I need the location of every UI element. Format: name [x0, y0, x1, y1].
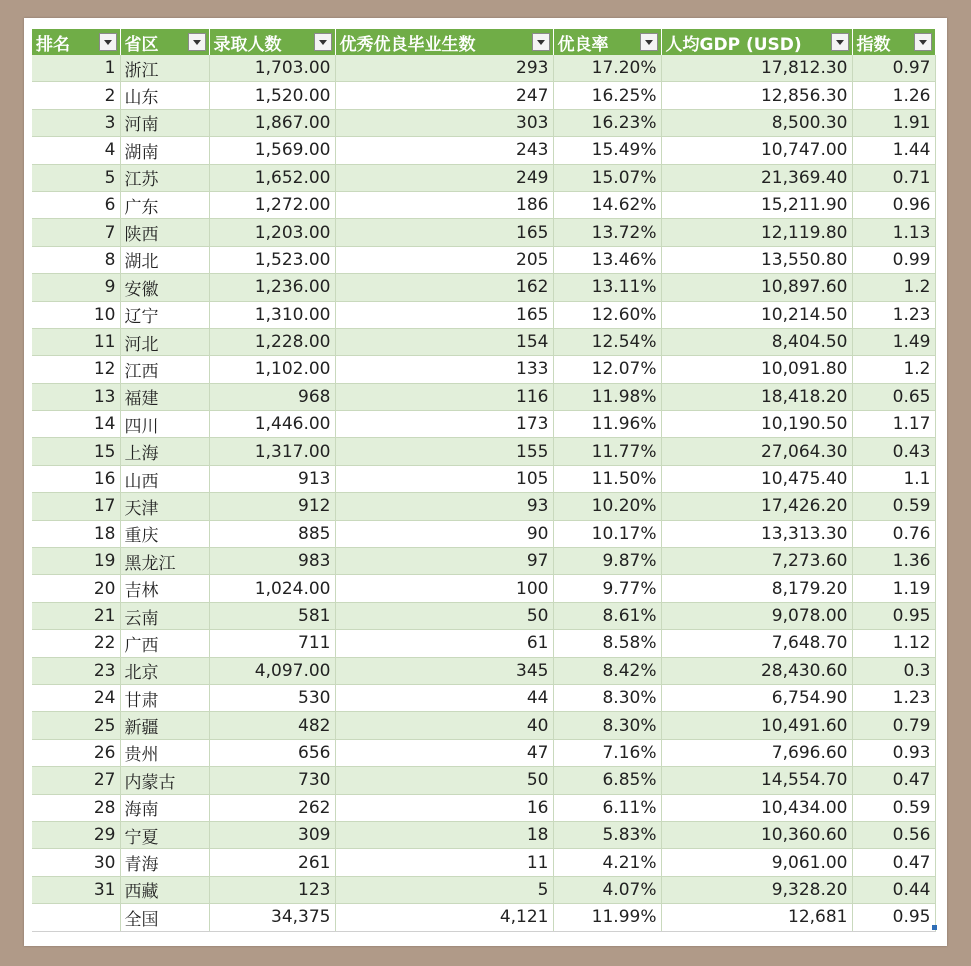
table-cell[interactable]: 15,211.90	[661, 191, 852, 218]
table-cell[interactable]: 13.11%	[553, 274, 661, 301]
table-cell[interactable]: 983	[209, 548, 335, 575]
table-cell[interactable]: 15.49%	[553, 137, 661, 164]
table-cell[interactable]: 13.46%	[553, 246, 661, 273]
table-cell[interactable]: 93	[335, 493, 553, 520]
table-row	[32, 548, 935, 575]
table-cell[interactable]: 3	[32, 109, 120, 136]
table-cell[interactable]: 18	[335, 821, 553, 848]
table-cell[interactable]: 26	[32, 739, 120, 766]
table-cell[interactable]: 13,550.80	[661, 246, 852, 273]
table-cell[interactable]: 浙江	[120, 55, 209, 82]
table-cell[interactable]: 12,856.30	[661, 82, 852, 109]
table-cell[interactable]: 6.85%	[553, 767, 661, 794]
table-cell[interactable]: 247	[335, 82, 553, 109]
table-cell[interactable]: 5.83%	[553, 821, 661, 848]
column-header-label: 录取人数	[213, 34, 282, 55]
table-cell[interactable]: 0.59	[852, 493, 935, 520]
table-cell[interactable]: 9,061.00	[661, 849, 852, 876]
table-row	[32, 630, 935, 657]
table-cell[interactable]: 1,310.00	[209, 301, 335, 328]
table-cell[interactable]: 165	[335, 219, 553, 246]
table-cell[interactable]: 10,897.60	[661, 274, 852, 301]
table-cell[interactable]: 303	[335, 109, 553, 136]
table-cell[interactable]: 12	[32, 356, 120, 383]
table-cell[interactable]: 10,434.00	[661, 794, 852, 821]
table-cell[interactable]: 1.13	[852, 219, 935, 246]
table-cell[interactable]: 23	[32, 657, 120, 684]
table-cell[interactable]: 0.43	[852, 438, 935, 465]
table-cell[interactable]: 12.60%	[553, 301, 661, 328]
table-cell[interactable]: 6,754.90	[661, 684, 852, 711]
table-cell[interactable]: 广西	[120, 630, 209, 657]
table-cell[interactable]: 湖北	[120, 246, 209, 273]
filter-dropdown-icon[interactable]	[831, 33, 849, 51]
column-header-label: 人均GDP (USD)	[665, 34, 802, 55]
table-cell[interactable]: 河南	[120, 109, 209, 136]
table-cell[interactable]: 0.44	[852, 876, 935, 903]
table-cell[interactable]: 1,523.00	[209, 246, 335, 273]
total-cell[interactable]: 34,375	[209, 904, 335, 931]
table-cell[interactable]: 辽宁	[120, 301, 209, 328]
table-cell[interactable]: 28,430.60	[661, 657, 852, 684]
table-cell[interactable]: 5	[32, 164, 120, 191]
table-cell[interactable]: 162	[335, 274, 553, 301]
table-cell[interactable]: 14,554.70	[661, 767, 852, 794]
table-cell[interactable]: 13,313.30	[661, 520, 852, 547]
table-cell[interactable]: 13.72%	[553, 219, 661, 246]
table-row	[32, 438, 935, 465]
table-cell[interactable]: 123	[209, 876, 335, 903]
table-cell[interactable]: 青海	[120, 849, 209, 876]
table-cell[interactable]: 2	[32, 82, 120, 109]
table-cell[interactable]: 10.17%	[553, 520, 661, 547]
table-row	[32, 82, 935, 109]
filter-dropdown-icon[interactable]	[914, 33, 932, 51]
table-cell[interactable]: 内蒙古	[120, 767, 209, 794]
table-row	[32, 191, 935, 218]
table-cell[interactable]: 20	[32, 575, 120, 602]
table-cell[interactable]: 17,812.30	[661, 55, 852, 82]
total-cell[interactable]: 12,681	[661, 904, 852, 931]
table-row	[32, 575, 935, 602]
total-cell[interactable]	[32, 904, 120, 931]
table-cell[interactable]: 福建	[120, 383, 209, 410]
table-cell[interactable]: 17,426.20	[661, 493, 852, 520]
filter-dropdown-icon[interactable]	[99, 33, 117, 51]
table-cell[interactable]: 885	[209, 520, 335, 547]
table-row	[32, 274, 935, 301]
table-cell[interactable]: 江西	[120, 356, 209, 383]
table-row	[32, 137, 935, 164]
table-cell[interactable]: 11.98%	[553, 383, 661, 410]
table-cell[interactable]: 9.87%	[553, 548, 661, 575]
table-cell[interactable]: 8.30%	[553, 684, 661, 711]
table-cell[interactable]: 广东	[120, 191, 209, 218]
table-cell[interactable]: 陕西	[120, 219, 209, 246]
table-cell[interactable]: 9,328.20	[661, 876, 852, 903]
table-cell[interactable]: 0.95	[852, 602, 935, 629]
header-row	[32, 29, 935, 55]
table-cell[interactable]: 12.07%	[553, 356, 661, 383]
fill-handle[interactable]	[932, 925, 937, 930]
column-header[interactable]	[335, 29, 553, 55]
table-cell[interactable]: 19	[32, 548, 120, 575]
table-cell[interactable]: 968	[209, 383, 335, 410]
table-cell[interactable]: 1.12	[852, 630, 935, 657]
table-cell[interactable]: 309	[209, 821, 335, 848]
column-header[interactable]	[209, 29, 335, 55]
table-row	[32, 712, 935, 739]
table-cell[interactable]: 482	[209, 712, 335, 739]
column-header[interactable]	[661, 29, 852, 55]
total-cell[interactable]: 4,121	[335, 904, 553, 931]
table-cell[interactable]: 1.91	[852, 109, 935, 136]
table-cell[interactable]: 1.36	[852, 548, 935, 575]
table-cell[interactable]: 47	[335, 739, 553, 766]
table-cell[interactable]: 山东	[120, 82, 209, 109]
table-cell[interactable]: 90	[335, 520, 553, 547]
column-header-label: 优良率	[557, 34, 609, 55]
table-row	[32, 684, 935, 711]
spreadsheet	[24, 18, 947, 946]
table-cell[interactable]: 29	[32, 821, 120, 848]
table-row	[32, 219, 935, 246]
table-cell[interactable]: 0.65	[852, 383, 935, 410]
table-cell[interactable]: 22	[32, 630, 120, 657]
table-cell[interactable]: 21	[32, 602, 120, 629]
table-row	[32, 465, 935, 492]
table-cell[interactable]: 1.23	[852, 684, 935, 711]
table-cell[interactable]: 西藏	[120, 876, 209, 903]
table-cell[interactable]: 安徽	[120, 274, 209, 301]
table-cell[interactable]: 4	[32, 137, 120, 164]
table-cell[interactable]: 8,179.20	[661, 575, 852, 602]
filter-dropdown-icon[interactable]	[314, 33, 332, 51]
table-cell[interactable]: 154	[335, 328, 553, 355]
table-row	[32, 520, 935, 547]
table-cell[interactable]: 7,648.70	[661, 630, 852, 657]
table-cell[interactable]: 13	[32, 383, 120, 410]
table-cell[interactable]: 12.54%	[553, 328, 661, 355]
table-cell[interactable]: 14.62%	[553, 191, 661, 218]
column-header[interactable]	[120, 29, 209, 55]
table-cell[interactable]: 293	[335, 55, 553, 82]
column-header-label: 指数	[856, 34, 891, 55]
table-cell[interactable]: 10,475.40	[661, 465, 852, 492]
table-cell[interactable]: 黑龙江	[120, 548, 209, 575]
column-header[interactable]	[32, 29, 120, 55]
table-cell[interactable]: 913	[209, 465, 335, 492]
table-row	[32, 602, 935, 629]
table-cell[interactable]: 0.47	[852, 849, 935, 876]
table-cell[interactable]: 711	[209, 630, 335, 657]
table-cell[interactable]: 6.11%	[553, 794, 661, 821]
table-cell[interactable]: 10,747.00	[661, 137, 852, 164]
table-row	[32, 109, 935, 136]
table-cell[interactable]: 四川	[120, 411, 209, 438]
table-cell[interactable]: 730	[209, 767, 335, 794]
table-cell[interactable]: 上海	[120, 438, 209, 465]
table-cell[interactable]: 912	[209, 493, 335, 520]
table-row	[32, 493, 935, 520]
table-cell[interactable]: 0.71	[852, 164, 935, 191]
table-cell[interactable]: 0.59	[852, 794, 935, 821]
table-cell[interactable]: 海南	[120, 794, 209, 821]
table-row	[32, 411, 935, 438]
table-cell[interactable]: 8	[32, 246, 120, 273]
table-cell[interactable]: 155	[335, 438, 553, 465]
table-cell[interactable]: 116	[335, 383, 553, 410]
table-cell[interactable]: 21,369.40	[661, 164, 852, 191]
table-cell[interactable]: 656	[209, 739, 335, 766]
table-cell[interactable]: 0.79	[852, 712, 935, 739]
table-cell[interactable]: 10,091.80	[661, 356, 852, 383]
column-header[interactable]	[553, 29, 661, 55]
table-cell[interactable]: 10.20%	[553, 493, 661, 520]
table-cell[interactable]: 0.99	[852, 246, 935, 273]
table-cell[interactable]: 18,418.20	[661, 383, 852, 410]
table-cell[interactable]: 11.77%	[553, 438, 661, 465]
table-cell[interactable]: 1.1	[852, 465, 935, 492]
table-cell[interactable]: 50	[335, 767, 553, 794]
filter-dropdown-icon[interactable]	[532, 33, 550, 51]
table-cell[interactable]: 1,703.00	[209, 55, 335, 82]
table-cell[interactable]: 25	[32, 712, 120, 739]
table-cell[interactable]: 云南	[120, 602, 209, 629]
table-cell[interactable]: 10	[32, 301, 120, 328]
table-cell[interactable]: 8,404.50	[661, 328, 852, 355]
table-cell[interactable]: 9.77%	[553, 575, 661, 602]
filter-dropdown-icon[interactable]	[640, 33, 658, 51]
table-cell[interactable]: 7,696.60	[661, 739, 852, 766]
table-cell[interactable]: 甘肃	[120, 684, 209, 711]
table-cell[interactable]: 1,446.00	[209, 411, 335, 438]
table-cell[interactable]: 11	[335, 849, 553, 876]
table-cell[interactable]: 10,360.60	[661, 821, 852, 848]
table-cell[interactable]: 0.47	[852, 767, 935, 794]
table-cell[interactable]: 105	[335, 465, 553, 492]
table-cell[interactable]: 江苏	[120, 164, 209, 191]
table-cell[interactable]: 1,520.00	[209, 82, 335, 109]
table-row	[32, 657, 935, 684]
table-cell[interactable]: 1.19	[852, 575, 935, 602]
table-cell[interactable]: 7.16%	[553, 739, 661, 766]
table-row	[32, 876, 935, 903]
table-cell[interactable]: 7,273.60	[661, 548, 852, 575]
table-cell[interactable]: 吉林	[120, 575, 209, 602]
column-header-label: 排名	[36, 34, 70, 55]
table-cell[interactable]: 1,569.00	[209, 137, 335, 164]
table-row	[32, 328, 935, 355]
table-cell[interactable]: 贵州	[120, 739, 209, 766]
table-cell[interactable]: 11.96%	[553, 411, 661, 438]
table-cell[interactable]: 4.21%	[553, 849, 661, 876]
table-cell[interactable]: 天津	[120, 493, 209, 520]
table-cell[interactable]: 1.26	[852, 82, 935, 109]
table-cell[interactable]: 8,500.30	[661, 109, 852, 136]
table-row	[32, 301, 935, 328]
table-cell[interactable]: 0.3	[852, 657, 935, 684]
table-cell[interactable]: 8.30%	[553, 712, 661, 739]
filter-dropdown-icon[interactable]	[188, 33, 206, 51]
table-cell[interactable]: 0.76	[852, 520, 935, 547]
table-cell[interactable]: 28	[32, 794, 120, 821]
table-cell[interactable]: 16	[32, 465, 120, 492]
table-cell[interactable]: 18	[32, 520, 120, 547]
table-cell[interactable]: 133	[335, 356, 553, 383]
table-cell[interactable]: 186	[335, 191, 553, 218]
table-cell[interactable]: 16.23%	[553, 109, 661, 136]
column-header-label: 省区	[124, 34, 159, 55]
table-cell[interactable]: 重庆	[120, 520, 209, 547]
table-cell[interactable]: 6	[32, 191, 120, 218]
total-cell[interactable]: 0.95	[852, 904, 935, 931]
table-cell[interactable]: 8.61%	[553, 602, 661, 629]
table-row	[32, 55, 935, 82]
table-cell[interactable]: 宁夏	[120, 821, 209, 848]
table-cell[interactable]: 15	[32, 438, 120, 465]
table-cell[interactable]: 0.93	[852, 739, 935, 766]
table-cell[interactable]: 165	[335, 301, 553, 328]
table-cell[interactable]: 0.97	[852, 55, 935, 82]
table-cell[interactable]: 17.20%	[553, 55, 661, 82]
table-cell[interactable]: 新疆	[120, 712, 209, 739]
table-row	[32, 767, 935, 794]
table-row	[32, 739, 935, 766]
table-cell[interactable]: 10,214.50	[661, 301, 852, 328]
table-cell[interactable]: 40	[335, 712, 553, 739]
table-cell[interactable]: 15.07%	[553, 164, 661, 191]
table-cell[interactable]: 9	[32, 274, 120, 301]
table-cell[interactable]: 27,064.30	[661, 438, 852, 465]
table-row	[32, 356, 935, 383]
table-row	[32, 164, 935, 191]
table-cell[interactable]: 1.23	[852, 301, 935, 328]
table-cell[interactable]: 0.56	[852, 821, 935, 848]
table-body	[32, 55, 935, 931]
total-cell[interactable]: 11.99%	[553, 904, 661, 931]
table-row	[32, 383, 935, 410]
table-cell[interactable]: 湖南	[120, 137, 209, 164]
table-cell[interactable]: 14	[32, 411, 120, 438]
table-cell[interactable]: 1.17	[852, 411, 935, 438]
table-cell[interactable]: 17	[32, 493, 120, 520]
table-cell[interactable]: 4.07%	[553, 876, 661, 903]
table-cell[interactable]: 12,119.80	[661, 219, 852, 246]
table-cell[interactable]: 100	[335, 575, 553, 602]
table-row	[32, 246, 935, 273]
table-cell[interactable]: 44	[335, 684, 553, 711]
total-cell[interactable]: 全国	[120, 904, 209, 931]
table-cell[interactable]: 1,272.00	[209, 191, 335, 218]
table-cell[interactable]: 16.25%	[553, 82, 661, 109]
column-header[interactable]	[852, 29, 935, 55]
table-cell[interactable]: 261	[209, 849, 335, 876]
table-cell[interactable]: 10,190.50	[661, 411, 852, 438]
table-cell[interactable]: 1.44	[852, 137, 935, 164]
total-row	[32, 904, 935, 931]
table-cell[interactable]: 4,097.00	[209, 657, 335, 684]
table-cell[interactable]: 1,102.00	[209, 356, 335, 383]
table-cell[interactable]: 北京	[120, 657, 209, 684]
table-cell[interactable]: 8.42%	[553, 657, 661, 684]
table-cell[interactable]: 0.96	[852, 191, 935, 218]
table-cell[interactable]: 1.49	[852, 328, 935, 355]
table-cell[interactable]: 7	[32, 219, 120, 246]
table-cell[interactable]: 1	[32, 55, 120, 82]
table-cell[interactable]: 8.58%	[553, 630, 661, 657]
table-cell[interactable]: 1.2	[852, 274, 935, 301]
table-cell[interactable]: 1,317.00	[209, 438, 335, 465]
table-cell[interactable]: 24	[32, 684, 120, 711]
table-row	[32, 849, 935, 876]
table-cell[interactable]: 9,078.00	[661, 602, 852, 629]
table-cell[interactable]: 97	[335, 548, 553, 575]
table-cell[interactable]: 山西	[120, 465, 209, 492]
table-cell[interactable]: 31	[32, 876, 120, 903]
table-cell[interactable]: 530	[209, 684, 335, 711]
table-cell[interactable]: 243	[335, 137, 553, 164]
table-cell[interactable]: 1,236.00	[209, 274, 335, 301]
table-cell[interactable]: 1,024.00	[209, 575, 335, 602]
table-cell[interactable]: 10,491.60	[661, 712, 852, 739]
table-cell[interactable]: 173	[335, 411, 553, 438]
table-cell[interactable]: 5	[335, 876, 553, 903]
table-cell[interactable]: 262	[209, 794, 335, 821]
table-row	[32, 794, 935, 821]
table-cell[interactable]: 27	[32, 767, 120, 794]
table-cell[interactable]: 16	[335, 794, 553, 821]
table-cell[interactable]: 1,203.00	[209, 219, 335, 246]
table-cell[interactable]: 11.50%	[553, 465, 661, 492]
table-cell[interactable]: 1,652.00	[209, 164, 335, 191]
table-cell[interactable]: 河北	[120, 328, 209, 355]
table-cell[interactable]: 205	[335, 246, 553, 273]
table-cell[interactable]: 581	[209, 602, 335, 629]
table-cell[interactable]: 11	[32, 328, 120, 355]
table-cell[interactable]: 1,867.00	[209, 109, 335, 136]
table-cell[interactable]: 1,228.00	[209, 328, 335, 355]
table-cell[interactable]: 345	[335, 657, 553, 684]
data-table	[32, 29, 936, 932]
table-cell[interactable]: 1.2	[852, 356, 935, 383]
table-cell[interactable]: 249	[335, 164, 553, 191]
table-cell[interactable]: 30	[32, 849, 120, 876]
table-cell[interactable]: 61	[335, 630, 553, 657]
table-row	[32, 821, 935, 848]
column-header-label: 优秀优良毕业生数	[339, 34, 476, 55]
table-cell[interactable]: 50	[335, 602, 553, 629]
